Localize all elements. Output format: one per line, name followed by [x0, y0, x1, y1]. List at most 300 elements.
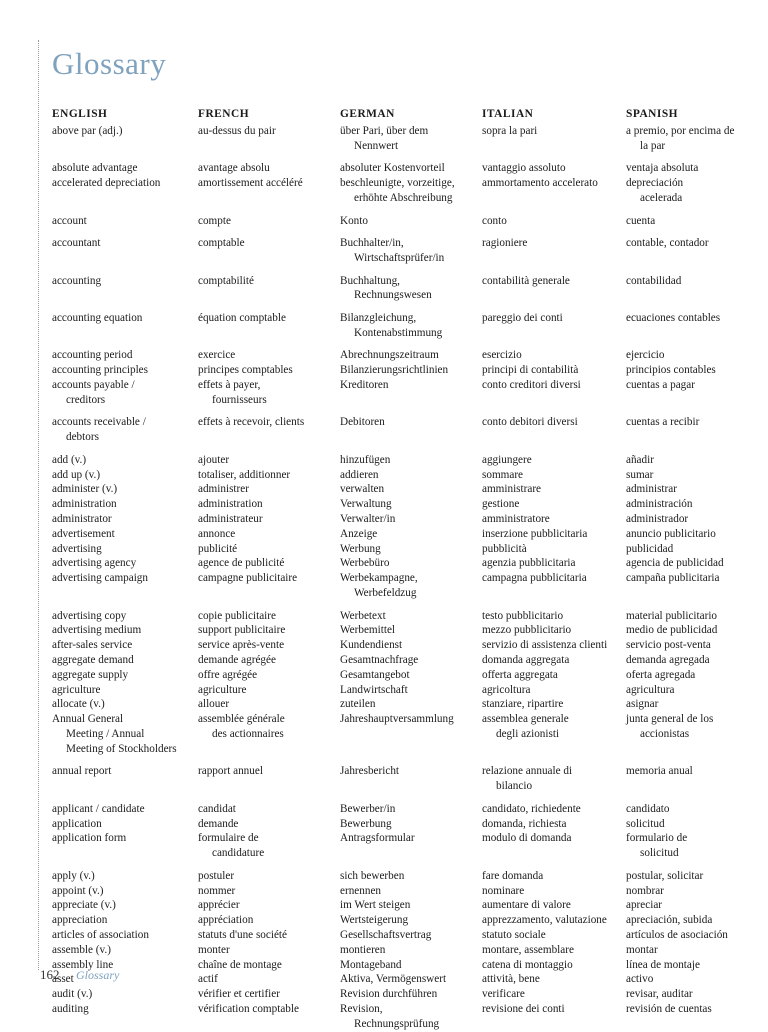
term-italian [482, 1002, 565, 1017]
term-french [198, 638, 284, 653]
term-german [340, 764, 399, 779]
term-german [340, 214, 368, 229]
term-line: offerta aggregata [482, 668, 558, 681]
term-line: postular, solicitar [626, 869, 704, 882]
term-line: accounting period [52, 349, 133, 362]
term-spanish [626, 311, 720, 326]
term-spanish [626, 987, 693, 1002]
term-line: administrator [52, 513, 112, 525]
term-line: exercice [198, 349, 236, 362]
term-line: depreciación [626, 177, 684, 190]
term-line: ernennen [340, 884, 381, 897]
term-english [52, 913, 107, 928]
term-german [340, 712, 454, 727]
term-line: erhöhte Abschreibung [354, 191, 453, 204]
term-line: Werbung [340, 542, 381, 555]
term-line: Anzeige [340, 527, 378, 540]
term-line: formulaire de [198, 832, 259, 845]
term-german [340, 638, 402, 653]
term-italian [482, 468, 523, 483]
term-line: agence de publicité [198, 557, 285, 570]
term-line: apprezzamento, valutazione [482, 914, 607, 927]
term-line: agenzia pubblicitaria [482, 557, 576, 570]
term-french [198, 609, 276, 624]
term-german [340, 512, 395, 527]
term-line: administer (v.) [52, 483, 118, 496]
term-line: vérification comptable [198, 1003, 299, 1015]
term-line: Gesamtangebot [340, 668, 410, 681]
term-spanish [626, 556, 724, 571]
term-line: Gesamtnachfrage [340, 654, 419, 666]
term-line: articles of association [52, 929, 149, 941]
term-english [52, 571, 148, 586]
term-line: administrador [626, 513, 689, 525]
term-line: Werbebüro [340, 557, 390, 570]
term-line: fare domanda [482, 869, 544, 882]
term-italian [482, 712, 569, 742]
term-line: monter [198, 943, 230, 956]
term-line: la par [640, 139, 666, 152]
term-english [52, 274, 101, 289]
term-english [52, 943, 111, 958]
term-italian [482, 802, 581, 817]
term-english [52, 348, 132, 363]
term-line: verwalten [340, 483, 385, 496]
term-italian [482, 623, 571, 638]
term-french [198, 697, 229, 712]
term-line: agricultura [626, 683, 675, 696]
term-line: candidato [626, 802, 670, 815]
term-line: administration [198, 498, 263, 511]
term-line: applicant / candidate [52, 802, 145, 815]
term-spanish [626, 348, 665, 363]
term-german [340, 161, 445, 176]
term-french [198, 928, 287, 943]
term-english [52, 311, 142, 326]
term-english [52, 668, 128, 683]
term-line: offre agrégée [198, 668, 258, 681]
term-german [340, 972, 446, 987]
term-german [340, 415, 385, 430]
term-line: inserzione pubblicitaria [482, 527, 588, 540]
term-line: agriculture [198, 683, 247, 696]
term-line: Verwalter/in [340, 513, 396, 525]
term-italian [482, 378, 581, 393]
term-line: relazione annuale di [482, 765, 573, 778]
term-line: Debitoren [340, 416, 385, 429]
term-german [340, 453, 390, 468]
term-italian [482, 274, 570, 289]
page-number: 162 [40, 967, 60, 982]
term-line: revisar, auditar [626, 988, 693, 1001]
term-italian [482, 363, 578, 378]
term-english [52, 482, 117, 497]
term-line: advertising medium [52, 624, 142, 637]
term-line: accountant [52, 237, 101, 250]
term-english [52, 697, 105, 712]
term-french [198, 348, 235, 363]
term-line: solicitud [626, 817, 665, 830]
term-line: línea de montaje [626, 958, 700, 971]
term-italian [482, 453, 532, 468]
term-german [340, 913, 408, 928]
term-spanish [626, 124, 734, 154]
term-line: assemblée générale [198, 713, 285, 726]
term-italian [482, 236, 527, 251]
term-line: advertisement [52, 527, 115, 540]
term-spanish [626, 638, 711, 653]
term-line: solicitud [640, 847, 679, 860]
term-english [52, 176, 160, 191]
term-line: accelerated depreciation [52, 177, 161, 190]
term-german [340, 817, 392, 832]
term-french [198, 468, 290, 483]
term-spanish [626, 668, 695, 683]
term-spanish [626, 943, 658, 958]
term-english [52, 453, 86, 468]
term-line: montar [626, 943, 658, 956]
term-line: accionistas [640, 727, 690, 740]
term-german [340, 869, 404, 884]
term-spanish [626, 527, 716, 542]
term-line: contabilità generale [482, 274, 570, 287]
term-line: Werbefeldzug [354, 586, 417, 599]
term-german [340, 556, 389, 571]
term-line: annual report [52, 765, 112, 778]
term-line: Wertsteigerung [340, 914, 409, 927]
term-line: catena di montaggio [482, 958, 573, 971]
term-spanish [626, 176, 683, 206]
term-line: sich bewerben [340, 869, 405, 882]
term-line: revisione dei conti [482, 1003, 565, 1015]
term-line: oferta agregada [626, 668, 696, 681]
page-title: Glossary [52, 46, 167, 81]
term-spanish [626, 482, 677, 497]
term-line: über Pari, über dem [340, 125, 429, 137]
term-line: Montageband [340, 958, 402, 971]
term-italian [482, 482, 541, 497]
term-german [340, 928, 431, 943]
term-italian [482, 556, 576, 571]
term-line: conto debitori diversi [482, 416, 578, 429]
term-line: administrateur [198, 513, 263, 525]
term-line: Kundendienst [340, 639, 403, 652]
term-french [198, 363, 293, 378]
term-french [198, 161, 270, 176]
term-english [52, 802, 145, 817]
term-line: Buchhalter/in, [340, 237, 404, 250]
term-line: accounting principles [52, 364, 148, 377]
term-italian [482, 653, 569, 668]
term-line: bilancio [496, 780, 533, 793]
term-line: Revision durchführen [340, 988, 438, 1001]
term-french [198, 668, 257, 683]
term-spanish [626, 898, 662, 913]
term-line: avantage absolu [198, 162, 270, 175]
term-german [340, 802, 395, 817]
term-spanish [626, 512, 688, 527]
term-line: administrar [626, 483, 677, 496]
term-italian [482, 609, 563, 624]
term-french [198, 831, 264, 861]
term-line: sumar [626, 468, 654, 481]
term-german [340, 697, 375, 712]
term-german [340, 236, 444, 266]
term-line: verificare [482, 988, 525, 1001]
term-line: Werbemittel [340, 624, 396, 637]
term-french [198, 542, 237, 557]
term-line: memoria anual [626, 765, 693, 778]
term-spanish [626, 542, 673, 557]
term-line: activo [626, 973, 654, 986]
term-line: im Wert steigen [340, 899, 411, 912]
term-spanish [626, 468, 653, 483]
term-line: candidature [212, 847, 265, 860]
term-french [198, 571, 297, 586]
term-spanish [626, 453, 654, 468]
term-line: campaña publicitaria [626, 572, 720, 585]
term-french [198, 913, 253, 928]
term-italian [482, 697, 563, 712]
term-spanish [626, 913, 712, 928]
term-line: Meeting / Annual [66, 727, 145, 740]
term-spanish [626, 609, 717, 624]
term-english [52, 987, 92, 1002]
term-line: cuentas a pagar [626, 379, 695, 391]
term-line: Meeting of Stockholders [66, 742, 177, 755]
term-line: Landwirtschaft [340, 683, 408, 696]
term-german [340, 311, 442, 341]
term-spanish [626, 497, 693, 512]
term-english [52, 712, 177, 756]
term-line: Kontenabstimmung [354, 326, 443, 339]
term-italian [482, 512, 550, 527]
term-english [52, 161, 137, 176]
term-line: medio de publicidad [626, 624, 718, 637]
term-line: Annual General [52, 713, 124, 726]
term-english [52, 831, 126, 846]
term-french [198, 869, 234, 884]
term-line: material publicitario [626, 609, 718, 622]
term-line: appréciation [198, 914, 254, 927]
term-line: creditors [66, 393, 106, 406]
term-line: amortissement accéléré [198, 177, 303, 190]
term-line: principios contables [626, 364, 716, 377]
term-german [340, 571, 418, 601]
term-line: apply (v.) [52, 869, 95, 882]
term-line: postuler [198, 869, 235, 882]
term-french [198, 556, 284, 571]
term-line: agricoltura [482, 683, 531, 696]
term-french [198, 817, 238, 832]
term-english [52, 124, 123, 139]
term-line: contable, contador [626, 237, 709, 250]
term-german [340, 831, 415, 846]
term-german [340, 497, 392, 512]
term-line: debtors [66, 431, 99, 444]
term-line: Bewerbung [340, 817, 392, 830]
term-line: actif [198, 973, 218, 986]
term-line: pubblicità [482, 542, 527, 555]
term-line: aggregate demand [52, 654, 134, 666]
term-line: Bilanzierungsrichtlinien [340, 364, 449, 377]
term-line: after-sales service [52, 639, 133, 652]
term-line: montare, assemblare [482, 943, 574, 956]
term-line: cuentas a recibir [626, 416, 700, 429]
term-english [52, 898, 116, 913]
term-line: add up (v.) [52, 468, 101, 481]
term-line: Aktiva, Vermögenswert [340, 973, 447, 986]
term-line: support publicitaire [198, 624, 286, 637]
column-header-english: ENGLISH [52, 108, 108, 120]
term-line: anuncio publicitario [626, 527, 716, 540]
term-line: servizio di assistenza clienti [482, 639, 608, 652]
term-spanish [626, 958, 700, 973]
term-line: auditing [52, 1003, 89, 1015]
term-line: esercizio [482, 349, 522, 362]
term-line: above par (adj.) [52, 125, 123, 137]
term-line: Buchhaltung, [340, 274, 400, 287]
term-french [198, 943, 230, 958]
term-line: ammortamento accelerato [482, 177, 598, 190]
term-line: appreciate (v.) [52, 899, 116, 912]
term-spanish [626, 712, 713, 742]
term-line: a premio, por encima de [626, 125, 735, 137]
term-french [198, 623, 285, 638]
term-italian [482, 214, 507, 229]
term-german [340, 482, 384, 497]
term-line: sommare [482, 468, 524, 481]
term-line: demanda agregada [626, 654, 710, 666]
term-english [52, 638, 132, 653]
term-line: vantaggio assoluto [482, 162, 566, 175]
term-line: domanda aggregata [482, 654, 570, 666]
term-english [52, 683, 100, 698]
term-line: assembly line [52, 958, 114, 971]
term-spanish [626, 928, 728, 943]
term-line: agriculture [52, 683, 101, 696]
term-french [198, 274, 254, 289]
term-english [52, 378, 135, 408]
term-english [52, 928, 149, 943]
term-french [198, 497, 263, 512]
term-german [340, 884, 381, 899]
term-french [198, 898, 240, 913]
term-english [52, 468, 100, 483]
term-german [340, 943, 385, 958]
term-line: advertising copy [52, 609, 127, 622]
term-line: degli azionisti [496, 727, 560, 740]
term-french [198, 527, 235, 542]
term-italian [482, 764, 572, 794]
term-line: application [52, 817, 102, 830]
term-spanish [626, 415, 699, 430]
term-line: Jahreshauptversammlung [340, 713, 454, 726]
column-header-spanish: SPANISH [626, 108, 679, 120]
term-line: absoluter Kostenvorteil [340, 162, 445, 175]
term-french [198, 802, 236, 817]
term-line: Werbekampagne, [340, 572, 418, 585]
term-line: attività, bene [482, 973, 540, 986]
term-italian [482, 869, 543, 884]
term-italian [482, 913, 607, 928]
term-german [340, 683, 408, 698]
term-english [52, 415, 146, 445]
term-french [198, 653, 276, 668]
term-italian [482, 527, 587, 542]
term-spanish [626, 378, 695, 393]
term-line: asset [52, 973, 74, 986]
term-line: advertising [52, 542, 102, 555]
term-line: ejercicio [626, 349, 665, 362]
term-italian [482, 638, 607, 653]
term-italian [482, 348, 522, 363]
term-german [340, 527, 377, 542]
term-line: asignar [626, 698, 659, 711]
term-line: Verwaltung [340, 498, 392, 511]
term-line: Revision, [340, 1003, 383, 1015]
term-italian [482, 987, 525, 1002]
term-german [340, 958, 402, 973]
term-italian [482, 176, 598, 191]
term-line: assemblea generale [482, 713, 569, 726]
term-french [198, 884, 235, 899]
term-line: absolute advantage [52, 162, 138, 175]
term-english [52, 653, 134, 668]
term-italian [482, 571, 587, 586]
term-line: application form [52, 832, 127, 845]
term-line: mezzo pubblicitario [482, 624, 572, 637]
term-spanish [626, 1002, 712, 1017]
term-line: Nennwert [354, 139, 399, 152]
term-italian [482, 898, 571, 913]
term-italian [482, 972, 540, 987]
term-line: campagna pubblicitaria [482, 572, 587, 585]
term-french [198, 378, 267, 408]
term-german [340, 468, 379, 483]
term-line: ecuaciones contables [626, 312, 721, 324]
term-line: candidato, richiedente [482, 802, 581, 815]
term-line: accounting [52, 274, 102, 287]
term-german [340, 623, 395, 638]
term-line: Gesellschaftsvertrag [340, 929, 432, 941]
term-line: administrer [198, 483, 249, 496]
term-italian [482, 415, 578, 430]
term-line: allouer [198, 698, 230, 711]
running-footer: Glossary [76, 968, 120, 982]
term-italian [482, 311, 563, 326]
term-line: amministratore [482, 513, 550, 525]
term-spanish [626, 236, 709, 251]
term-line: annonce [198, 527, 236, 540]
term-english [52, 512, 112, 527]
term-french [198, 683, 246, 698]
term-line: sopra la pari [482, 125, 538, 137]
term-line: servicio post-venta [626, 639, 711, 652]
term-line: accounts receivable / [52, 416, 146, 429]
term-german [340, 542, 381, 557]
term-german [340, 176, 455, 206]
term-line: candidat [198, 802, 236, 815]
term-line: effets à recevoir, clients [198, 416, 305, 429]
term-spanish [626, 571, 720, 586]
term-english [52, 764, 111, 779]
term-line: service après-vente [198, 639, 285, 652]
term-line: account [52, 214, 87, 227]
column-header-italian: ITALIAN [482, 108, 534, 120]
term-french [198, 1002, 299, 1017]
term-line: campagne publicitaire [198, 572, 298, 585]
